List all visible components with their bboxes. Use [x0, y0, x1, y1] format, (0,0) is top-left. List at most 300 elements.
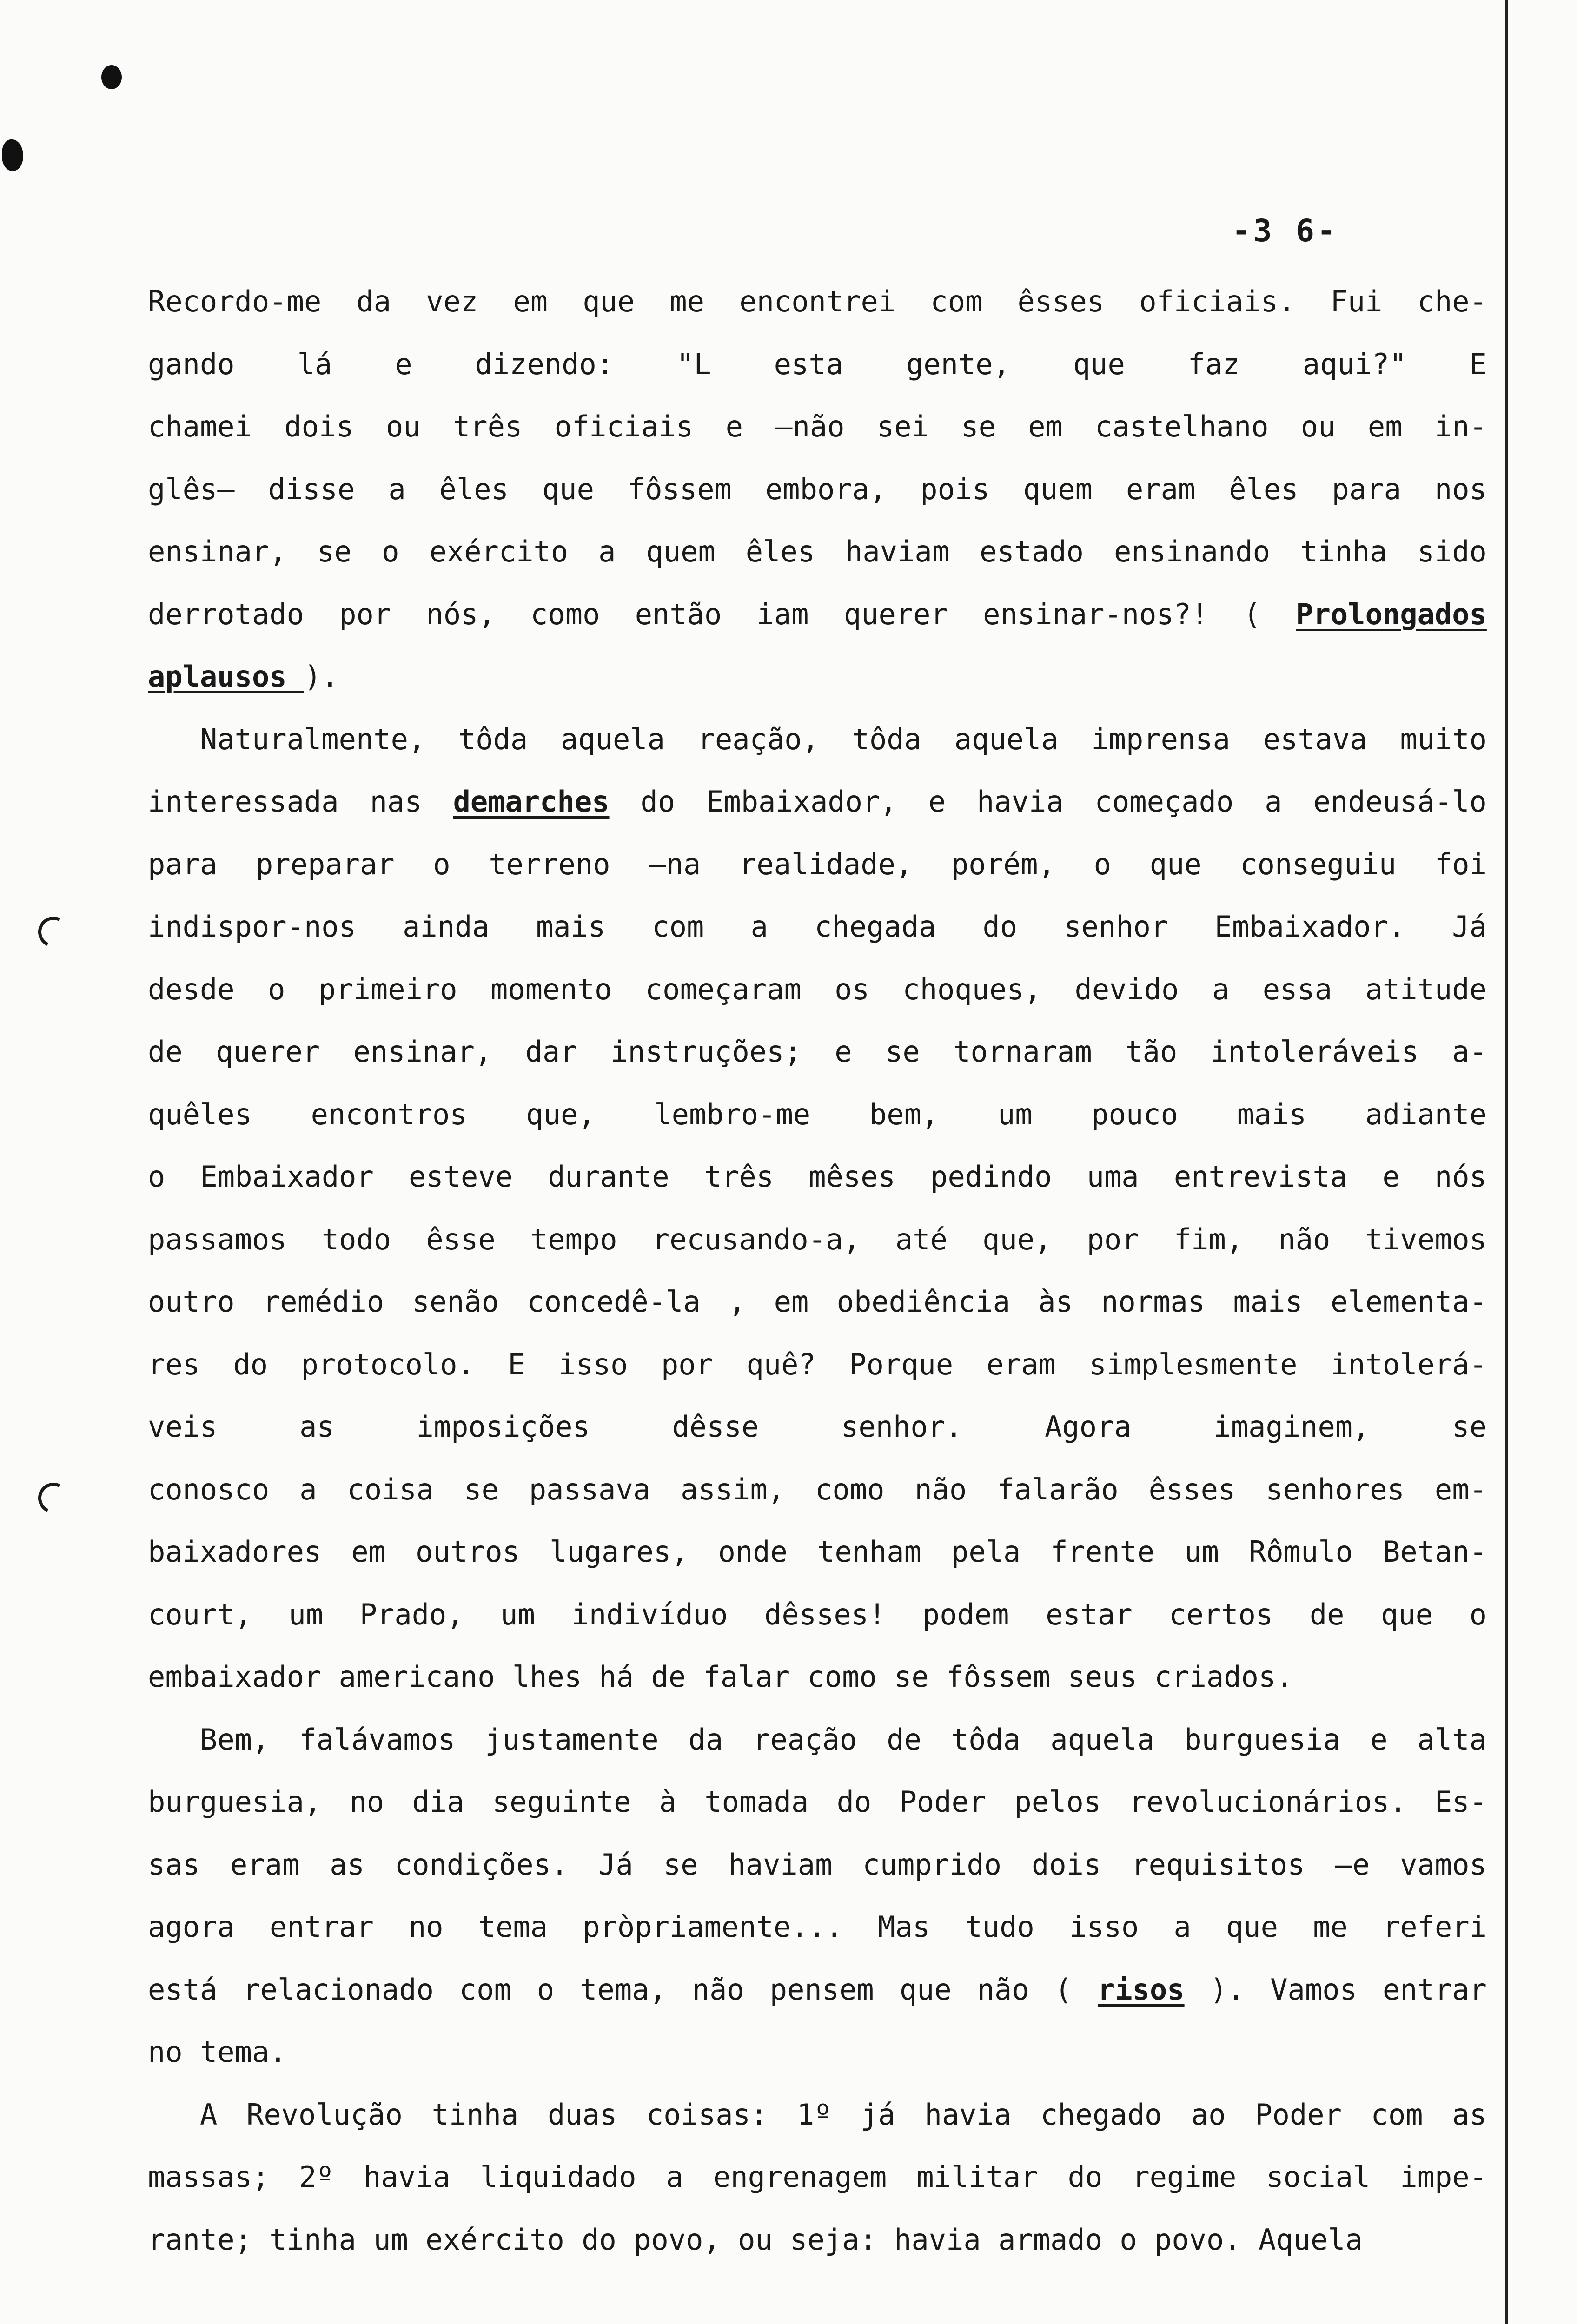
word: Prado,: [359, 1597, 464, 1631]
word: relacionado: [243, 1972, 434, 2007]
word: Vamos: [1270, 1972, 1357, 2007]
word: embora,: [765, 472, 887, 506]
word: com: [652, 910, 704, 944]
word: essa: [1262, 972, 1332, 1006]
word: revolucionários.: [1129, 1785, 1407, 1819]
word: burguesia,: [148, 1785, 322, 1819]
word: senhor.: [841, 1410, 963, 1444]
word: do: [982, 910, 1018, 944]
word: vez: [426, 284, 478, 318]
word: em: [774, 1285, 809, 1319]
word: normas: [1101, 1285, 1206, 1319]
word: já: [861, 2097, 895, 2132]
word: o: [537, 1972, 555, 2007]
word: quê?: [746, 1347, 816, 1381]
word: se: [317, 535, 352, 568]
ink-blot-mark: [2, 139, 23, 171]
word: se: [1452, 1410, 1487, 1444]
word: um: [288, 1597, 324, 1631]
word: gando: [148, 347, 235, 381]
word: Poder: [1255, 2097, 1342, 2132]
word: intolerá-: [1330, 1347, 1487, 1381]
word: Poder: [899, 1785, 987, 1819]
word: dêsse: [672, 1410, 759, 1444]
word: lhes: [512, 1660, 599, 1694]
word: havia: [924, 2097, 1012, 2132]
word: se: [663, 1847, 698, 1882]
word: dêsses!: [764, 1597, 886, 1631]
word: court,: [148, 1597, 252, 1631]
word: dois: [284, 409, 354, 443]
word: lembro-me: [654, 1097, 811, 1131]
word: o: [1469, 1597, 1487, 1631]
text-line: [148, 1646, 1487, 1709]
word: que: [583, 284, 635, 318]
word: da: [356, 284, 391, 318]
text-line: [148, 1396, 1487, 1459]
word: tôda: [458, 722, 528, 756]
word: quem: [646, 535, 716, 568]
word: sido: [1417, 535, 1487, 568]
word: um: [500, 1597, 535, 1631]
word: que: [542, 472, 594, 506]
text-line: [148, 2146, 1487, 2209]
word: tão: [1125, 1035, 1178, 1069]
word: para: [148, 847, 218, 881]
word: condições.: [394, 1847, 569, 1882]
word: militar: [916, 2160, 1038, 2194]
word: a: [750, 910, 768, 944]
word: choques,: [902, 972, 1042, 1006]
word: Prolongados: [1296, 597, 1487, 631]
word: ensinando: [1113, 535, 1270, 568]
word: desde: [148, 972, 235, 1006]
right-margin-rule: [1505, 0, 1508, 2324]
word: da: [688, 1722, 723, 1756]
word: americano: [338, 1660, 512, 1694]
word: ensinar-nos?!: [983, 597, 1209, 631]
text-line: [148, 1334, 1487, 1396]
word: que: [1381, 1597, 1433, 1631]
punch-hole-mark: [34, 912, 73, 952]
word: seus: [1067, 1660, 1155, 1694]
word: dizendo:: [475, 347, 614, 381]
word: falar: [703, 1660, 808, 1694]
text-line: [148, 1271, 1487, 1334]
word: a: [1265, 785, 1282, 819]
word: pela: [951, 1535, 1021, 1569]
word: e: [395, 347, 412, 381]
word: a: [1212, 972, 1230, 1006]
word: povo.: [1154, 2222, 1259, 2257]
word: falávamos: [299, 1722, 456, 1756]
text-line: [148, 333, 1487, 396]
word: reação,: [697, 722, 819, 756]
word: castelhano: [1095, 409, 1269, 443]
word: no: [408, 1910, 444, 1944]
text-line: [148, 583, 1487, 646]
word: pelos: [1014, 1785, 1101, 1819]
word: tôda: [951, 1722, 1021, 1756]
word: em-: [1434, 1472, 1487, 1506]
word: Embaixador: [200, 1160, 374, 1194]
word: foi: [1434, 847, 1487, 881]
word: o: [382, 535, 399, 568]
text-line: [148, 771, 1487, 833]
word: tinha: [431, 2097, 519, 2132]
word: conosco: [148, 1472, 270, 1506]
word: Rômulo: [1249, 1535, 1353, 1569]
word: exército: [425, 2222, 582, 2257]
word: Já: [598, 1847, 633, 1882]
word: requisitos: [1131, 1847, 1305, 1882]
text-line: [148, 1959, 1487, 2021]
word: como: [530, 597, 600, 631]
word: ensinar,: [148, 535, 287, 568]
word: chegada: [815, 910, 936, 944]
word: "L: [676, 347, 711, 381]
word: concedê-la: [527, 1285, 701, 1319]
word: reação: [753, 1722, 857, 1756]
word: em: [513, 284, 548, 318]
word: tinha: [1300, 535, 1387, 568]
word: vamos: [1400, 1847, 1487, 1882]
word: justamente: [485, 1722, 659, 1756]
text-line: [148, 1834, 1487, 1896]
word: seguinte: [492, 1785, 631, 1819]
word: ao: [1191, 2097, 1226, 2132]
word: me: [669, 284, 705, 318]
word: fôssem: [946, 1660, 1068, 1694]
word: muito: [1400, 722, 1487, 756]
word: seja:: [790, 2222, 895, 2257]
word: o: [1093, 847, 1111, 881]
word: frente: [1050, 1535, 1155, 1569]
word: Porque: [849, 1347, 954, 1381]
word: 1º: [796, 2097, 832, 2132]
text-line: [148, 1208, 1487, 1271]
word: senhor: [1064, 910, 1168, 944]
word: com: [930, 284, 983, 318]
word: terreno: [489, 847, 610, 881]
word: Embaixador.: [1214, 910, 1406, 944]
word: pensem: [769, 1972, 874, 2007]
text-line: [148, 833, 1487, 896]
punch-hole-mark: [34, 1479, 73, 1518]
word: tema.: [199, 2035, 287, 2069]
word: que: [1226, 1910, 1278, 1944]
word: que: [1149, 847, 1202, 881]
word: intoleráveis: [1210, 1035, 1419, 1069]
word: impe-: [1400, 2160, 1487, 2194]
word: referi: [1382, 1910, 1487, 1944]
word: burguesia: [1184, 1722, 1341, 1756]
word: atitude: [1365, 972, 1487, 1006]
word: haviam: [845, 535, 950, 568]
word: Embaixador,: [706, 785, 897, 819]
word: por: [661, 1347, 713, 1381]
word: chamei: [148, 409, 252, 443]
word: que: [1073, 347, 1125, 381]
word: então: [635, 597, 722, 631]
word: dia: [412, 1785, 464, 1819]
word: ensinar,: [353, 1035, 492, 1069]
word: o: [433, 847, 451, 881]
word: falarão: [997, 1472, 1119, 1506]
word: realidade,: [739, 847, 913, 881]
word: senão: [412, 1285, 499, 1319]
text-line: [148, 1709, 1487, 1771]
word: esteve: [409, 1160, 513, 1194]
word: ou: [1300, 409, 1336, 443]
text-line: [148, 1584, 1487, 1646]
word: fôssem: [627, 472, 732, 506]
word: mais: [536, 910, 606, 944]
word: três: [704, 1160, 774, 1194]
word: com: [459, 1972, 511, 2007]
word: começaram: [645, 972, 802, 1006]
word: sas: [148, 1847, 200, 1882]
text-line: [148, 1771, 1487, 1834]
word: E: [508, 1347, 525, 1381]
word: os: [835, 972, 869, 1006]
word: tivemos: [1365, 1222, 1487, 1256]
word: como: [815, 1472, 885, 1506]
word: no: [349, 1785, 384, 1819]
word: todo: [321, 1222, 391, 1256]
word: começado: [1094, 785, 1234, 819]
word: sei: [876, 409, 929, 443]
word: Es-: [1434, 1785, 1487, 1819]
text-line: [148, 2209, 1487, 2271]
word: a: [388, 472, 406, 506]
word: a: [598, 535, 616, 568]
word: criados.: [1154, 1660, 1293, 1694]
word: remédio: [262, 1285, 384, 1319]
word: agora: [148, 1910, 235, 1944]
word: Naturalmente,: [200, 722, 426, 756]
word: com: [1371, 2097, 1423, 2132]
word: o: [1120, 2222, 1155, 2257]
word: estava: [1263, 722, 1367, 756]
word: mêses: [808, 1160, 895, 1194]
word: não: [1278, 1222, 1331, 1256]
word: che-: [1417, 284, 1487, 318]
word: devido: [1074, 972, 1179, 1006]
word: engrenagem: [713, 2160, 887, 2194]
word: tempo: [530, 1222, 617, 1256]
word: primeiro: [318, 972, 457, 1006]
word: bem,: [869, 1097, 939, 1131]
word: Aquela: [1259, 2222, 1363, 2257]
word: passamos: [148, 1222, 287, 1256]
word: êles: [1229, 472, 1299, 506]
word: uma: [1087, 1160, 1139, 1194]
word: cumprido: [862, 1847, 1002, 1882]
word: —e: [1335, 1847, 1370, 1882]
word: tinha: [269, 2222, 374, 2257]
word: de: [148, 1035, 183, 1069]
word: um: [997, 1097, 1033, 1131]
word: veis: [148, 1410, 218, 1444]
word: eram: [230, 1847, 300, 1882]
word: esta: [774, 347, 843, 381]
word: tôda: [852, 722, 921, 756]
word: pedindo: [930, 1160, 1052, 1194]
word: (: [1243, 597, 1261, 631]
word: massas;: [148, 2160, 270, 2194]
body-text: [148, 271, 1487, 2271]
word: endeusá-lo: [1313, 785, 1487, 819]
word: pois: [920, 472, 990, 506]
word: armado: [998, 2222, 1120, 2257]
word: em: [1367, 409, 1403, 443]
word: faz: [1187, 347, 1240, 381]
word: ).: [304, 660, 339, 693]
word: em: [1028, 409, 1063, 443]
word: dar: [525, 1035, 577, 1069]
word: res: [148, 1347, 200, 1381]
word: nas: [370, 785, 422, 819]
word: do: [1067, 2160, 1103, 2194]
word: me: [1313, 1910, 1348, 1944]
word: durante: [548, 1160, 669, 1194]
word: estar: [1046, 1597, 1133, 1631]
word: do: [836, 1785, 872, 1819]
word: entrar: [1382, 1972, 1487, 2007]
word: social: [1266, 2160, 1371, 2194]
word: coisas:: [646, 2097, 768, 2132]
word: tornaram: [953, 1035, 1092, 1069]
page-number: -3 6-: [1232, 213, 1338, 249]
word: se: [894, 1660, 947, 1694]
word: E: [1469, 347, 1487, 381]
word: nós,: [426, 597, 496, 631]
word: interessada: [148, 785, 339, 819]
word: 2º: [299, 2160, 334, 2194]
text-line: [148, 1021, 1487, 1083]
word: não: [977, 1972, 1029, 2007]
word: eram: [1126, 472, 1196, 506]
text-line: [148, 2021, 1487, 2084]
word: indivíduo: [571, 1597, 728, 1631]
word: a: [1173, 1910, 1191, 1944]
word: de: [887, 1722, 921, 1756]
word: êsses: [1148, 1472, 1236, 1506]
word: exército: [429, 535, 569, 568]
word: que,: [526, 1097, 596, 1131]
text-line: [148, 958, 1487, 1021]
word: e: [1370, 1722, 1388, 1756]
word: entrevista: [1173, 1160, 1348, 1194]
word: êsses: [1017, 284, 1105, 318]
word: demarches: [453, 785, 610, 819]
word: havia: [977, 785, 1064, 819]
text-line: [148, 1896, 1487, 1959]
word: chegado: [1040, 2097, 1162, 2132]
word: (: [1054, 1972, 1072, 2007]
word: por: [1087, 1222, 1139, 1256]
word: conseguiu: [1240, 847, 1397, 881]
word: —não: [775, 409, 845, 443]
word: duas: [547, 2097, 617, 2132]
word: encontrei: [739, 284, 896, 318]
word: e: [725, 409, 743, 443]
text-line: [148, 2084, 1487, 2146]
word: do: [582, 2222, 634, 2257]
word: se: [961, 409, 996, 443]
word: aquela: [954, 722, 1059, 756]
word: disse: [268, 472, 355, 506]
word: e: [835, 1035, 852, 1069]
text-line: [148, 1521, 1487, 1584]
word: momento: [490, 972, 612, 1006]
word: está: [148, 1972, 218, 2007]
word: outros: [416, 1535, 520, 1569]
word: tudo: [965, 1910, 1034, 1944]
word: iam: [756, 597, 809, 631]
word: risos: [1097, 1972, 1185, 2007]
word: êles: [745, 535, 815, 568]
word: dois: [1032, 1847, 1101, 1882]
word: ou: [738, 2222, 790, 2257]
word: derrotado: [148, 597, 304, 631]
text-line: [148, 708, 1487, 771]
word: haviam: [728, 1847, 833, 1882]
word: as: [330, 1847, 364, 1882]
word: tema,: [580, 1972, 667, 2007]
word: do: [233, 1347, 268, 1381]
text-line: [148, 521, 1487, 583]
word: ).: [1210, 1972, 1245, 2007]
word: e: [928, 785, 946, 819]
word: indispor-nos: [148, 910, 356, 944]
word: imposições: [416, 1410, 590, 1444]
word: que,: [982, 1222, 1052, 1256]
word: mais: [1233, 1285, 1303, 1319]
word: Recordo-me: [148, 284, 322, 318]
word: à: [659, 1785, 677, 1819]
word: senhores: [1266, 1472, 1405, 1506]
word: ainda: [403, 910, 490, 944]
word: Fui: [1330, 284, 1383, 318]
word: outro: [148, 1285, 235, 1319]
word: se: [464, 1472, 499, 1506]
word: de: [651, 1660, 703, 1694]
word: onde: [718, 1535, 788, 1569]
word: ou: [385, 409, 421, 443]
word: liquidado: [480, 2160, 636, 2194]
word: não: [692, 1972, 744, 2007]
word: as: [1452, 2097, 1487, 2132]
word: a: [666, 2160, 683, 2194]
word: querer: [843, 597, 948, 631]
word: recusando-a,: [652, 1222, 861, 1256]
word: podem: [922, 1597, 1009, 1631]
word: em: [351, 1535, 386, 1569]
word: povo,: [634, 2222, 738, 2257]
word: no: [148, 2035, 200, 2069]
word: aquela: [1050, 1722, 1155, 1756]
word: aqui?": [1302, 347, 1407, 381]
word: as: [299, 1410, 334, 1444]
word: o: [268, 972, 285, 1006]
word: estado: [980, 535, 1084, 568]
word: lá: [297, 347, 332, 381]
word: a: [299, 1472, 317, 1506]
word: gente,: [906, 347, 1010, 381]
word: alta: [1417, 1722, 1487, 1756]
